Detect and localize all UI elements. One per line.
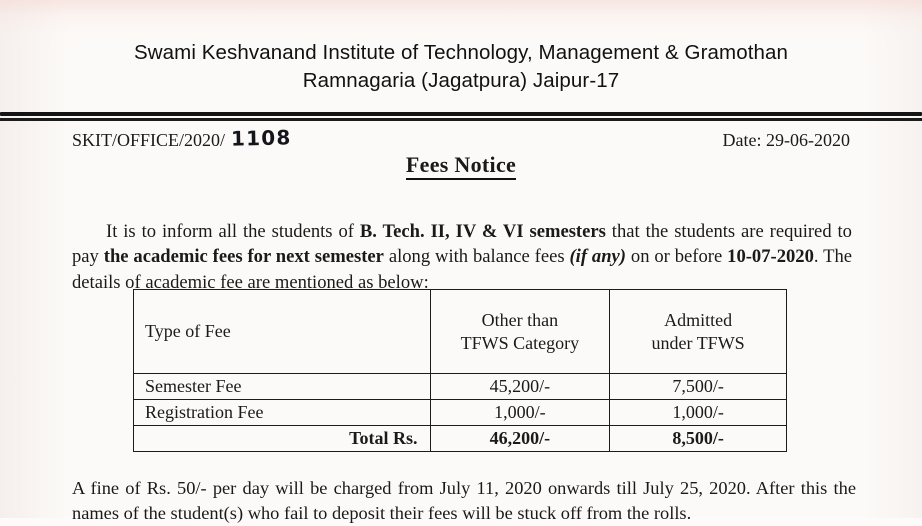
page-title-text: Fees Notice [406, 152, 516, 180]
header-type-of-fee: Type of Fee [134, 290, 431, 374]
body-segment-3: that the students are required to pay [72, 220, 852, 268]
body-academic-fees-bold: the academic fees for next semester [103, 246, 384, 268]
letterhead [0, 40, 922, 94]
header-admitted-under-tfws-line1: Admitted [664, 310, 733, 330]
page-title [0, 152, 922, 178]
table-body [134, 374, 787, 452]
row-label-semester-fee: Semester Fee [134, 374, 431, 400]
total-admitted-tfws: 8,500/- [610, 426, 787, 452]
fee-details-table [133, 289, 787, 452]
header-admitted-under-tfws [610, 290, 787, 374]
body-if-any-bolditalic: (if any) [569, 246, 626, 268]
reference-number [72, 127, 292, 151]
fine-notice-footer: A fine of Rs. 50/- per day will be charged from July 11, 2020 onwards till July 25, 2020. After this the names of the student(s) who fail to deposit their fees will be stuck off from the rolls. [72, 478, 856, 524]
header-other-than-tfws-line1: Other than [481, 310, 559, 330]
row-semester-fee-admitted-tfws: 7,500/- [610, 374, 787, 400]
table-row [134, 374, 787, 400]
row-semester-fee-other-tfws: 45,200/- [430, 374, 610, 400]
table-header [134, 290, 787, 374]
table-total-row [134, 426, 787, 452]
body-segment-9: . The details of academic fee are mentioned as below: [72, 246, 853, 293]
body-deadline-date-bold: 10-07-2020 [727, 246, 814, 268]
table-header-row [134, 290, 787, 374]
total-other-tfws: 46,200/- [430, 426, 610, 452]
row-registration-fee-other-tfws: 1,000/- [430, 400, 610, 426]
body-segment-7: on or before [626, 246, 728, 268]
institute-name: Swami Keshvanand Institute of Technology, Management & Gramothan [133, 41, 789, 64]
reference-handwritten-number: 1108 [230, 125, 292, 151]
body-segment-1: It is to inform all the students of [106, 220, 360, 242]
institute-address: Ramnagaria (Jagatpura) Jaipur-17 [302, 69, 620, 93]
row-registration-fee-admitted-tfws: 1,000/- [610, 400, 787, 426]
notice-date: Date: 29-06-2020 [722, 130, 850, 150]
header-other-than-tfws [430, 290, 610, 374]
header-admitted-under-tfws-line2: under TFWS [651, 332, 745, 353]
notice-body [72, 219, 852, 296]
header-other-than-tfws-line2: TFWS Category [460, 332, 580, 353]
table-row [134, 400, 787, 426]
body-segment-5: along with balance fees [383, 246, 570, 268]
divider-rule-thin [0, 118, 922, 121]
reference-prefix: SKIT/OFFICE/2020/ [72, 130, 226, 150]
header-divider [0, 112, 922, 121]
body-semesters-bold: B. Tech. II, IV & VI semesters [359, 220, 606, 242]
total-label: Total Rs. [134, 426, 431, 452]
reference-row [72, 127, 850, 151]
row-label-registration-fee: Registration Fee [134, 400, 431, 426]
